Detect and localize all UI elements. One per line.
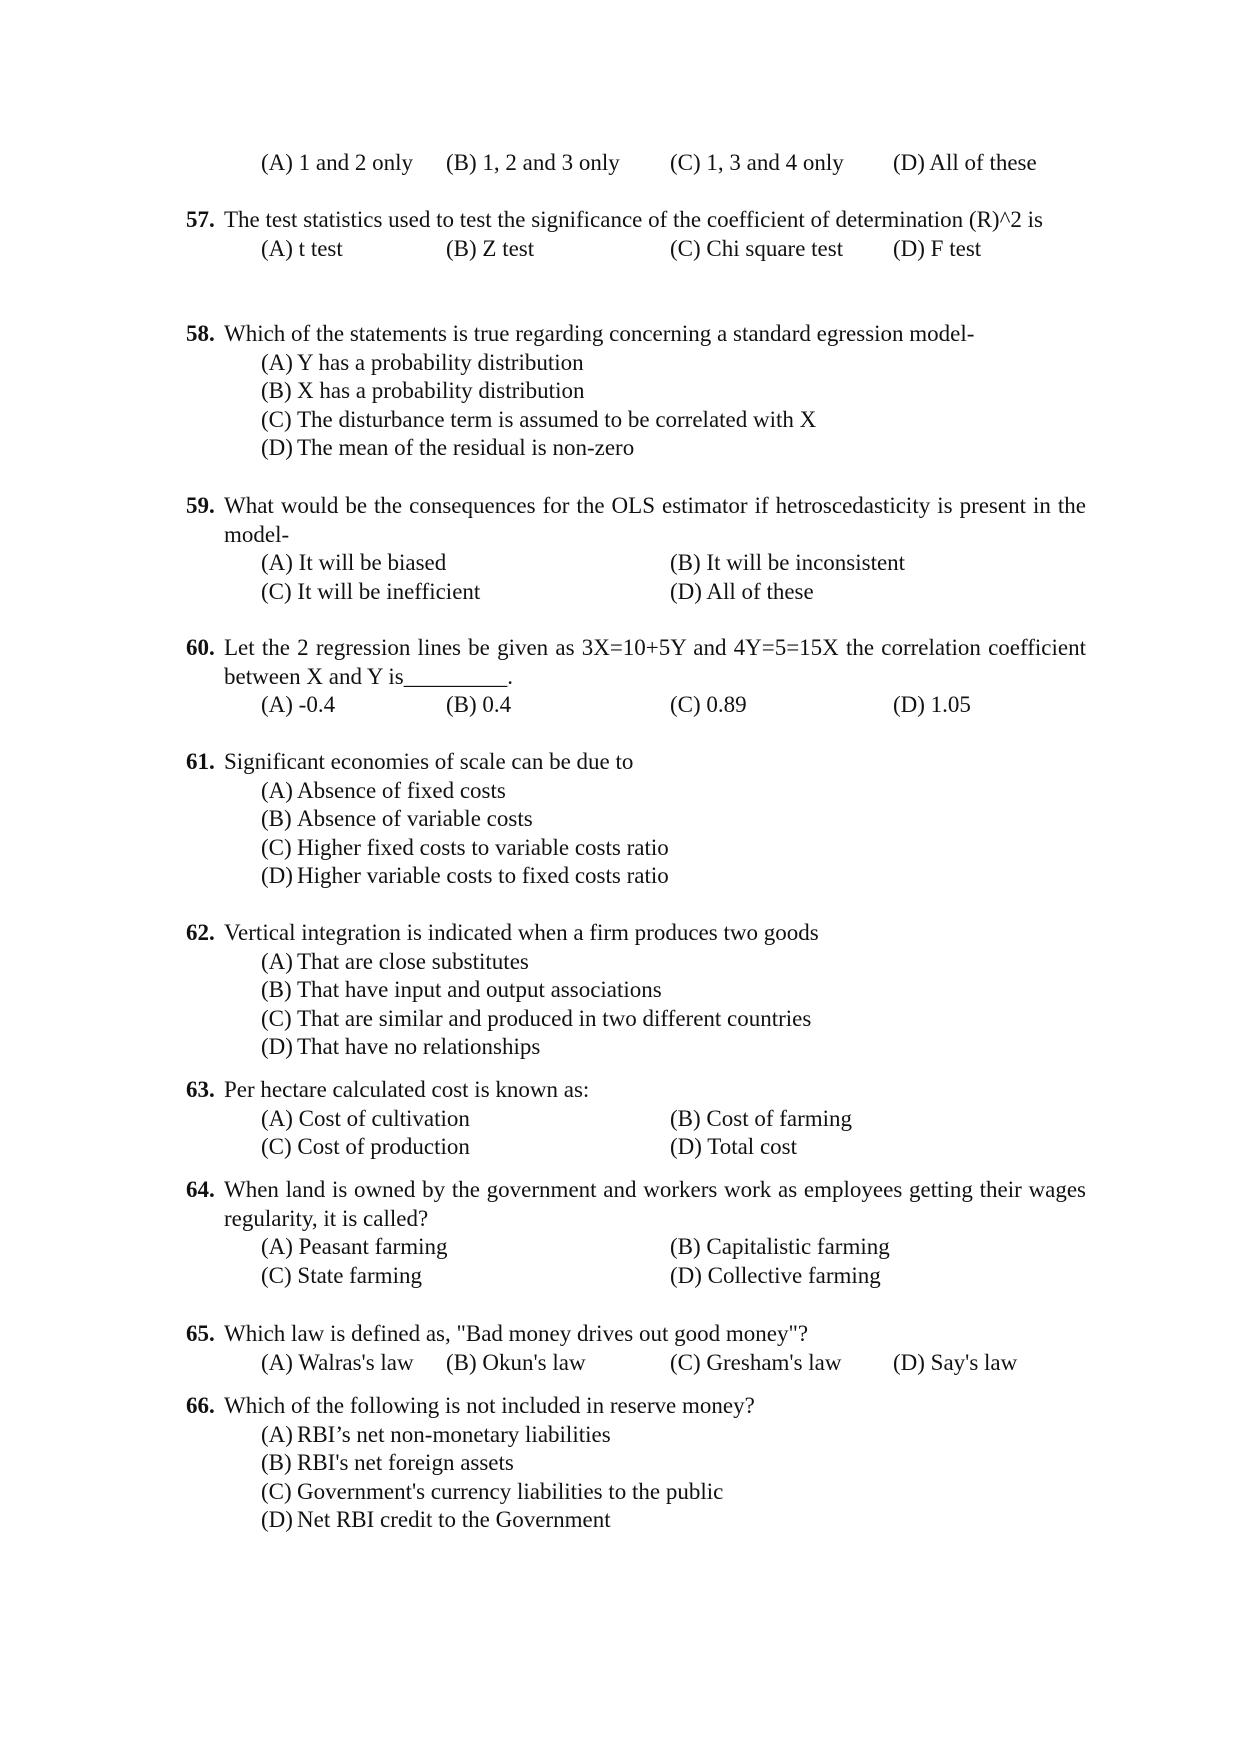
option-b[interactable] xyxy=(186,805,1086,834)
question-number: 61. xyxy=(186,749,215,774)
option-c[interactable]: (C) Cost of production xyxy=(261,1134,470,1160)
question-text: Which of the statements is true regarding concerning a standard egression model- xyxy=(224,321,975,346)
option-c[interactable] xyxy=(186,406,1086,435)
option-c[interactable]: (C) Gresham's law xyxy=(670,1349,842,1375)
option-label: (A) xyxy=(261,948,293,974)
question-text: Which law is defined as, "Bad money drives out good money"? xyxy=(224,1321,809,1346)
option-a[interactable] xyxy=(186,1421,1086,1450)
option-text: The disturbance term is assumed to be correlated with X xyxy=(297,406,817,432)
option-c[interactable]: (C) 0.89 xyxy=(670,692,747,718)
option-label: (B) xyxy=(261,977,292,1003)
option-d[interactable]: (D) Say's law xyxy=(893,1349,1018,1375)
question-65 xyxy=(186,1320,1086,1377)
option-text: Absence of variable costs xyxy=(297,806,533,832)
option-label: (C) xyxy=(261,406,292,432)
question-number: 63. xyxy=(186,1077,215,1102)
option-text: RBI’s net non-monetary liabilities xyxy=(297,1421,611,1447)
question-number: 60. xyxy=(186,635,215,660)
question-text: The test statistics used to test the significance of the coefficient of determination (R)^2 is xyxy=(224,207,1043,232)
option-b[interactable]: (B) 1, 2 and 3 only xyxy=(446,150,620,175)
option-label: (B) xyxy=(261,378,292,404)
question-56-options xyxy=(186,149,1086,178)
question-number: 58. xyxy=(186,321,215,346)
option-b[interactable]: (B) It will be inconsistent xyxy=(670,550,906,576)
option-text: Government's currency liabilities to the public xyxy=(297,1478,724,1504)
option-a[interactable] xyxy=(186,777,1086,806)
question-66 xyxy=(186,1392,1086,1535)
question-text: Which of the following is not included in reserve money? xyxy=(224,1393,755,1418)
option-label: (C) xyxy=(261,834,292,860)
option-label: (D) xyxy=(261,1507,293,1533)
option-b[interactable]: (B) Capitalistic farming xyxy=(670,1234,890,1260)
question-text: Significant economies of scale can be due to xyxy=(224,749,634,774)
question-number: 59. xyxy=(186,493,215,518)
option-text: That have no relationships xyxy=(297,1034,541,1060)
question-text: Let the 2 regression lines be given as 3X=10+5Y and 4Y=5=15X the correlation coefficient between X and Y is_________. xyxy=(224,635,1086,689)
question-text: Per hectare calculated cost is known as: xyxy=(224,1077,590,1102)
option-label: (C) xyxy=(261,1478,292,1504)
question-59 xyxy=(186,492,1086,606)
question-64 xyxy=(186,1176,1086,1290)
option-label: (D) xyxy=(261,1034,293,1060)
question-number: 57. xyxy=(186,207,215,232)
option-label: (C) xyxy=(261,1005,292,1031)
option-text: Higher fixed costs to variable costs ratio xyxy=(297,834,669,860)
question-62 xyxy=(186,919,1086,1062)
option-b[interactable]: (B) Z test xyxy=(446,235,535,261)
option-text: That are close substitutes xyxy=(297,948,529,974)
question-number: 65. xyxy=(186,1321,215,1346)
option-a[interactable]: (A) Cost of cultivation xyxy=(261,1105,470,1131)
option-label: (A) xyxy=(261,1421,293,1447)
option-b[interactable]: (B) 0.4 xyxy=(446,692,512,718)
option-d[interactable]: (D) Total cost xyxy=(670,1134,797,1160)
option-text: RBI's net foreign assets xyxy=(297,1450,514,1476)
option-text: That are similar and produced in two different countries xyxy=(297,1005,812,1031)
option-b[interactable]: (B) Cost of farming xyxy=(670,1105,853,1131)
option-b[interactable] xyxy=(186,1449,1086,1478)
option-d[interactable]: (D) All of these xyxy=(893,150,1037,175)
option-c[interactable]: (C) It will be inefficient xyxy=(261,578,481,604)
option-a[interactable]: (A) -0.4 xyxy=(261,692,336,718)
option-d[interactable]: (D) All of these xyxy=(670,578,814,604)
option-label: (A) xyxy=(261,777,293,803)
option-d[interactable]: (D) 1.05 xyxy=(893,692,971,718)
question-61 xyxy=(186,748,1086,891)
option-a[interactable] xyxy=(186,349,1086,378)
option-text: The mean of the residual is non-zero xyxy=(297,435,635,461)
option-label: (D) xyxy=(261,863,293,889)
option-d[interactable] xyxy=(186,434,1086,463)
question-57 xyxy=(186,206,1086,263)
option-label: (D) xyxy=(261,435,293,461)
question-63 xyxy=(186,1076,1086,1162)
question-text: Vertical integration is indicated when a firm produces two goods xyxy=(224,920,819,945)
option-text: Higher variable costs to fixed costs ratio xyxy=(297,863,669,889)
option-text: X has a probability distribution xyxy=(297,378,585,404)
option-d[interactable]: (D) F test xyxy=(893,235,982,261)
option-label: (B) xyxy=(261,806,292,832)
question-number: 62. xyxy=(186,920,215,945)
question-60 xyxy=(186,634,1086,720)
option-c[interactable]: (C) 1, 3 and 4 only xyxy=(670,150,844,175)
option-c[interactable] xyxy=(186,834,1086,863)
option-c[interactable]: (C) State farming xyxy=(261,1262,422,1288)
question-58 xyxy=(186,320,1086,463)
option-d[interactable]: (D) Collective farming xyxy=(670,1262,881,1288)
option-label: (B) xyxy=(261,1450,292,1476)
option-a[interactable]: (A) Walras's law xyxy=(261,1349,414,1375)
option-d[interactable] xyxy=(186,862,1086,891)
option-a[interactable]: (A) 1 and 2 only xyxy=(261,150,414,175)
option-a[interactable]: (A) Peasant farming xyxy=(261,1234,448,1260)
option-text: Absence of fixed costs xyxy=(297,777,506,803)
option-a[interactable] xyxy=(186,948,1086,977)
option-c[interactable] xyxy=(186,1005,1086,1034)
option-text: Net RBI credit to the Government xyxy=(297,1507,611,1533)
question-number: 66. xyxy=(186,1393,215,1418)
option-b[interactable] xyxy=(186,976,1086,1005)
question-text: When land is owned by the government and workers work as employees getting their wages regularity, it is called? xyxy=(224,1177,1086,1231)
option-text: That have input and output associations xyxy=(297,977,662,1003)
question-number: 64. xyxy=(186,1177,215,1202)
option-b[interactable]: (B) Okun's law xyxy=(446,1349,586,1375)
option-text: Y has a probability distribution xyxy=(297,349,584,375)
option-b[interactable] xyxy=(186,377,1086,406)
option-d[interactable] xyxy=(186,1506,1086,1535)
option-c[interactable] xyxy=(186,1478,1086,1507)
option-a[interactable]: (A) It will be biased xyxy=(261,550,447,576)
option-c[interactable]: (C) Chi square test xyxy=(670,235,844,261)
option-a[interactable]: (A) t test xyxy=(261,235,343,261)
option-d[interactable] xyxy=(186,1033,1086,1062)
question-text: What would be the consequences for the OLS estimator if hetroscedasticity is present in the model- xyxy=(224,493,1086,547)
option-label: (A) xyxy=(261,349,293,375)
